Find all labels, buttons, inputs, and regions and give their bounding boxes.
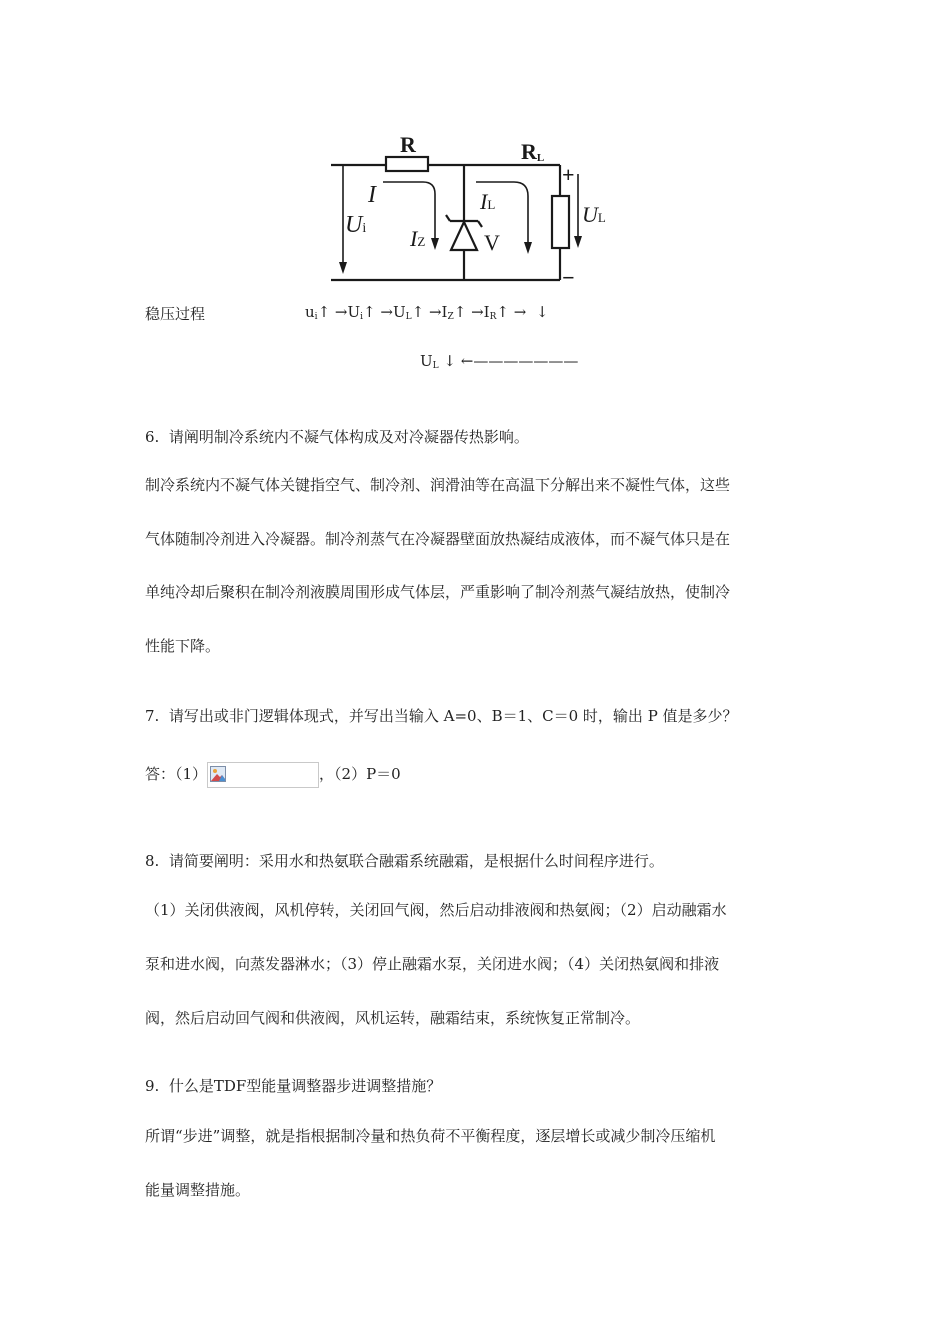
q6-answer-line: 单纯冷却后聚积在制冷剂液膜周围形成气体层，严重影响了制冷剂蒸气凝结放热，使制冷 — [145, 583, 731, 601]
label-il: IL — [480, 189, 496, 214]
q9-answer-line: 能量调整措施。 — [145, 1181, 251, 1199]
question-8: 8. 请简要阐明：采用水和热氨联合融霜系统融霜，是根据什么时间程序进行。 — [145, 852, 664, 870]
q6-answer-line: 制冷系统内不凝气体关键指空气、制冷剂、润滑油等在高温下分解出来不凝性气体，这些 — [145, 476, 731, 494]
q6-answer-line: 性能下降。 — [145, 637, 221, 655]
chain-step: →U — [380, 303, 406, 321]
question-9: 9. 什么是TDF型能量调整器步进调整措施？ — [145, 1077, 442, 1095]
chain-step: →U — [334, 303, 361, 321]
label-ui: Ui — [345, 212, 367, 238]
chain-step: → — [513, 303, 527, 321]
question-6: 6. 请阐明制冷系统内不凝气体构成及对冷凝器传热影响。 — [145, 428, 529, 446]
chain-step: →I — [471, 303, 490, 321]
label-minus: − — [562, 265, 575, 286]
q8-answer-line: 阀，然后启动回气阀和供液阀，风机运转，融霜结束，系统恢复正常制冷。 — [145, 1009, 641, 1027]
q7-answer: 答：（1） ，（2）P＝0 — [145, 762, 401, 788]
label-v: V — [484, 230, 500, 255]
formula-image-placeholder — [207, 762, 319, 788]
q8-answer-line: 泵和进水阀，向蒸发器淋水；（3）停止融霜水泵，关闭进水阀；（4）关闭热氨阀和排液 — [145, 955, 720, 973]
q6-answer-line: 气体随制冷剂进入冷凝器。制冷剂蒸气在冷凝器壁面放热凝结成液体，而不凝气体只是在 — [145, 530, 731, 548]
chain-step: u — [305, 303, 315, 321]
zener-regulator-circuit-diagram — [328, 128, 620, 286]
chain-step: →I — [428, 303, 448, 321]
label-i: I — [368, 182, 376, 208]
label-r: R — [400, 132, 416, 157]
q8-answer-line: （1）关闭供液阀，风机停转，关闭回气阀，然后启动排液阀和热氨阀；（2）启动融霜水 — [145, 901, 727, 919]
process-feedback: $U_L$ ↓ ←——————— — [420, 352, 579, 371]
label-rl: RL — [521, 139, 545, 164]
image-icon — [210, 766, 226, 782]
question-7: 7. 请写出或非门逻辑体现式，并写出当输入 A=0、B＝1、C＝0 时，输出 P 值是多少？ — [145, 707, 738, 725]
process-chain: $u_i↑$ $\to U_i↑$ $\to U_L↑$ $\to I_Z↑$ $\to I_R↑$ → ↓ — [305, 303, 549, 322]
label-ul: UL — [582, 202, 606, 227]
label-plus: + — [562, 162, 575, 187]
process-label: 稳压过程 — [145, 305, 206, 323]
q9-answer-line: 所谓“步进”调整，就是指根据制冷量和热负荷不平衡程度，逐层增长或减少制冷压缩机 — [145, 1127, 716, 1145]
label-iz: IZ — [410, 226, 426, 251]
